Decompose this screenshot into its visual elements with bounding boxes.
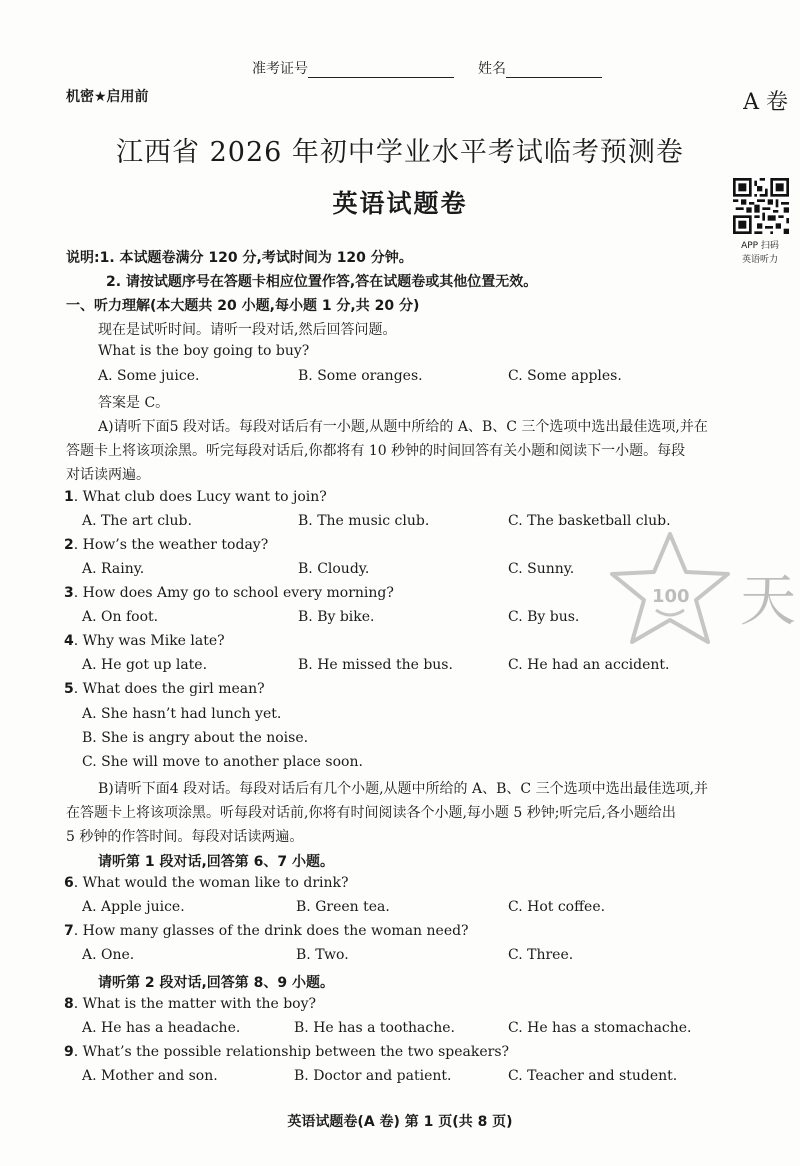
question-8: 8. What is the matter with the boy? xyxy=(64,996,317,1012)
q6-option-b: B. Green tea. xyxy=(296,899,390,915)
question-text: What does the girl mean? xyxy=(82,681,265,697)
q7-option-a: A. One. xyxy=(82,947,135,963)
q4-option-b: B. He missed the bus. xyxy=(298,657,453,673)
question-6: 6. What would the woman like to drink? xyxy=(64,875,349,891)
q3-option-b: B. By bike. xyxy=(298,609,375,625)
part-a-line-3: 对话读两遍。 xyxy=(66,467,150,483)
instructions-line-2: 2. 请按试题序号在答题卡相应位置作答,答在试题卷或其他位置无效。 xyxy=(106,274,538,290)
trial-answer: 答案是 C。 xyxy=(98,395,170,411)
q8-option-b: B. He has a toothache. xyxy=(294,1020,455,1036)
instructions-line-1: 说明:1. 本试题卷满分 120 分,考试时间为 120 分钟。 xyxy=(66,250,413,266)
page-footer: 英语试题卷(A 卷) 第 1 页(共 8 页) xyxy=(287,1114,513,1130)
q2-option-b: B. Cloudy. xyxy=(298,561,370,577)
q8-option-a: A. He has a headache. xyxy=(82,1020,241,1036)
q5-option-c: C. She will move to another place soon. xyxy=(82,754,363,770)
page-subtitle: 英语试题卷 xyxy=(332,189,468,218)
q4-option-c: C. He had an accident. xyxy=(508,657,670,673)
watermark-badge: 100 xyxy=(652,586,690,607)
question-number: 4 xyxy=(64,633,74,649)
question-text: What’s the possible relationship between the two speakers? xyxy=(82,1044,510,1060)
question-number: 5 xyxy=(64,681,74,697)
section-heading: 一、听力理解(本大题共 20 小题,每小题 1 分,共 20 分) xyxy=(66,298,420,314)
q5-option-b: B. She is angry about the noise. xyxy=(82,730,309,746)
q1-option-b: B. The music club. xyxy=(298,513,430,529)
name-blank xyxy=(506,63,602,78)
question-7: 7. How many glasses of the drink does the woman need? xyxy=(64,923,469,939)
q6-option-c: C. Hot coffee. xyxy=(508,899,606,915)
question-text: How’s the weather today? xyxy=(82,537,269,553)
paper-variant: A 卷 xyxy=(743,90,788,115)
question-text: How many glasses of the drink does the woman need? xyxy=(82,923,469,939)
question-3: 3. How does Amy go to school every morning? xyxy=(64,585,394,601)
question-text: Why was Mike late? xyxy=(82,633,225,649)
question-9: 9. What’s the possible relationship between the two speakers? xyxy=(64,1044,510,1060)
q9-option-c: C. Teacher and student. xyxy=(508,1068,678,1084)
question-number: 3 xyxy=(64,585,74,601)
part-b-line-1: B)请听下面4 段对话。每段对话后有几个小题,从题中所给的 A、B、C 三个选项中选出最佳选项,并 xyxy=(98,781,709,797)
question-number: 8 xyxy=(64,996,74,1012)
trial-option-a: A. Some juice. xyxy=(98,368,200,384)
watermark-star-icon xyxy=(600,528,800,658)
part-a-line-1: A)请听下面5 段对话。每段对话后有一小题,从题中所给的 A、B、C 三个选项中选出最佳选项,并在 xyxy=(98,419,708,435)
exam-id-field xyxy=(252,58,454,78)
q9-option-b: B. Doctor and patient. xyxy=(294,1068,452,1084)
question-text: What is the matter with the boy? xyxy=(82,996,317,1012)
question-text: How does Amy go to school every morning? xyxy=(82,585,394,601)
page-title: 江西省 2026 年初中学业水平考试临考预测卷 xyxy=(116,137,684,168)
question-2: 2. How’s the weather today? xyxy=(64,537,269,553)
part-b-line-2: 在答题卡上将该项涂黑。听每段对话前,你将有时间阅读各个小题,每小题 5 秒钟;听完后,各小题给出 xyxy=(66,805,676,821)
trial-option-b: B. Some oranges. xyxy=(298,368,423,384)
q2-option-c: C. Sunny. xyxy=(508,561,575,577)
question-number: 9 xyxy=(64,1044,74,1060)
q7-option-c: C. Three. xyxy=(508,947,574,963)
question-1: 1. What club does Lucy want to join? xyxy=(64,489,327,505)
secret-label: 机密★启用前 xyxy=(66,89,149,105)
q9-option-a: A. Mother and son. xyxy=(82,1068,218,1084)
question-4: 4. Why was Mike late? xyxy=(64,633,225,649)
question-number: 6 xyxy=(64,875,74,891)
q4-option-a: A. He got up late. xyxy=(82,657,208,673)
watermark-char: 天 xyxy=(740,569,796,634)
q7-option-b: B. Two. xyxy=(296,947,349,963)
name-field xyxy=(478,58,602,78)
q1-option-c: C. The basketball club. xyxy=(508,513,671,529)
question-number: 2 xyxy=(64,537,74,553)
exam-id-blank xyxy=(308,63,454,78)
dialog-1-heading: 请听第 1 段对话,回答第 6、7 小题。 xyxy=(98,854,335,870)
q8-option-c: C. He has a stomachache. xyxy=(508,1020,692,1036)
q5-option-a: A. She hasn’t had lunch yet. xyxy=(82,706,282,722)
question-text: What would the woman like to drink? xyxy=(82,875,349,891)
q3-option-c: C. By bus. xyxy=(508,609,580,625)
trial-intro: 现在是试听时间。请听一段对话,然后回答问题。 xyxy=(98,322,397,338)
question-text: What club does Lucy want to join? xyxy=(82,489,327,505)
part-b-line-3: 5 秒钟的作答时间。每段对话读两遍。 xyxy=(66,829,304,845)
part-a-line-2: 答题卡上将该项涂黑。听完每段对话后,你都将有 10 秒钟的时间回答有关小题和阅读下一小题。每段 xyxy=(66,443,686,459)
dialog-2-heading: 请听第 2 段对话,回答第 8、9 小题。 xyxy=(98,975,335,991)
q1-option-a: A. The art club. xyxy=(82,513,192,529)
qr-code-icon xyxy=(733,178,789,234)
question-number: 7 xyxy=(64,923,74,939)
name-label: 姓名 xyxy=(478,61,506,77)
q2-option-a: A. Rainy. xyxy=(82,561,145,577)
question-5: 5. What does the girl mean? xyxy=(64,681,265,697)
qr-note-2: 英语听力 xyxy=(741,255,778,265)
question-number: 1 xyxy=(64,489,74,505)
qr-note-1: APP 扫码 xyxy=(741,241,779,251)
q6-option-a: A. Apple juice. xyxy=(82,899,185,915)
trial-option-c: C. Some apples. xyxy=(508,368,622,384)
q3-option-a: A. On foot. xyxy=(82,609,159,625)
trial-question: What is the boy going to buy? xyxy=(98,343,310,359)
exam-id-label: 准考证号 xyxy=(252,61,308,77)
